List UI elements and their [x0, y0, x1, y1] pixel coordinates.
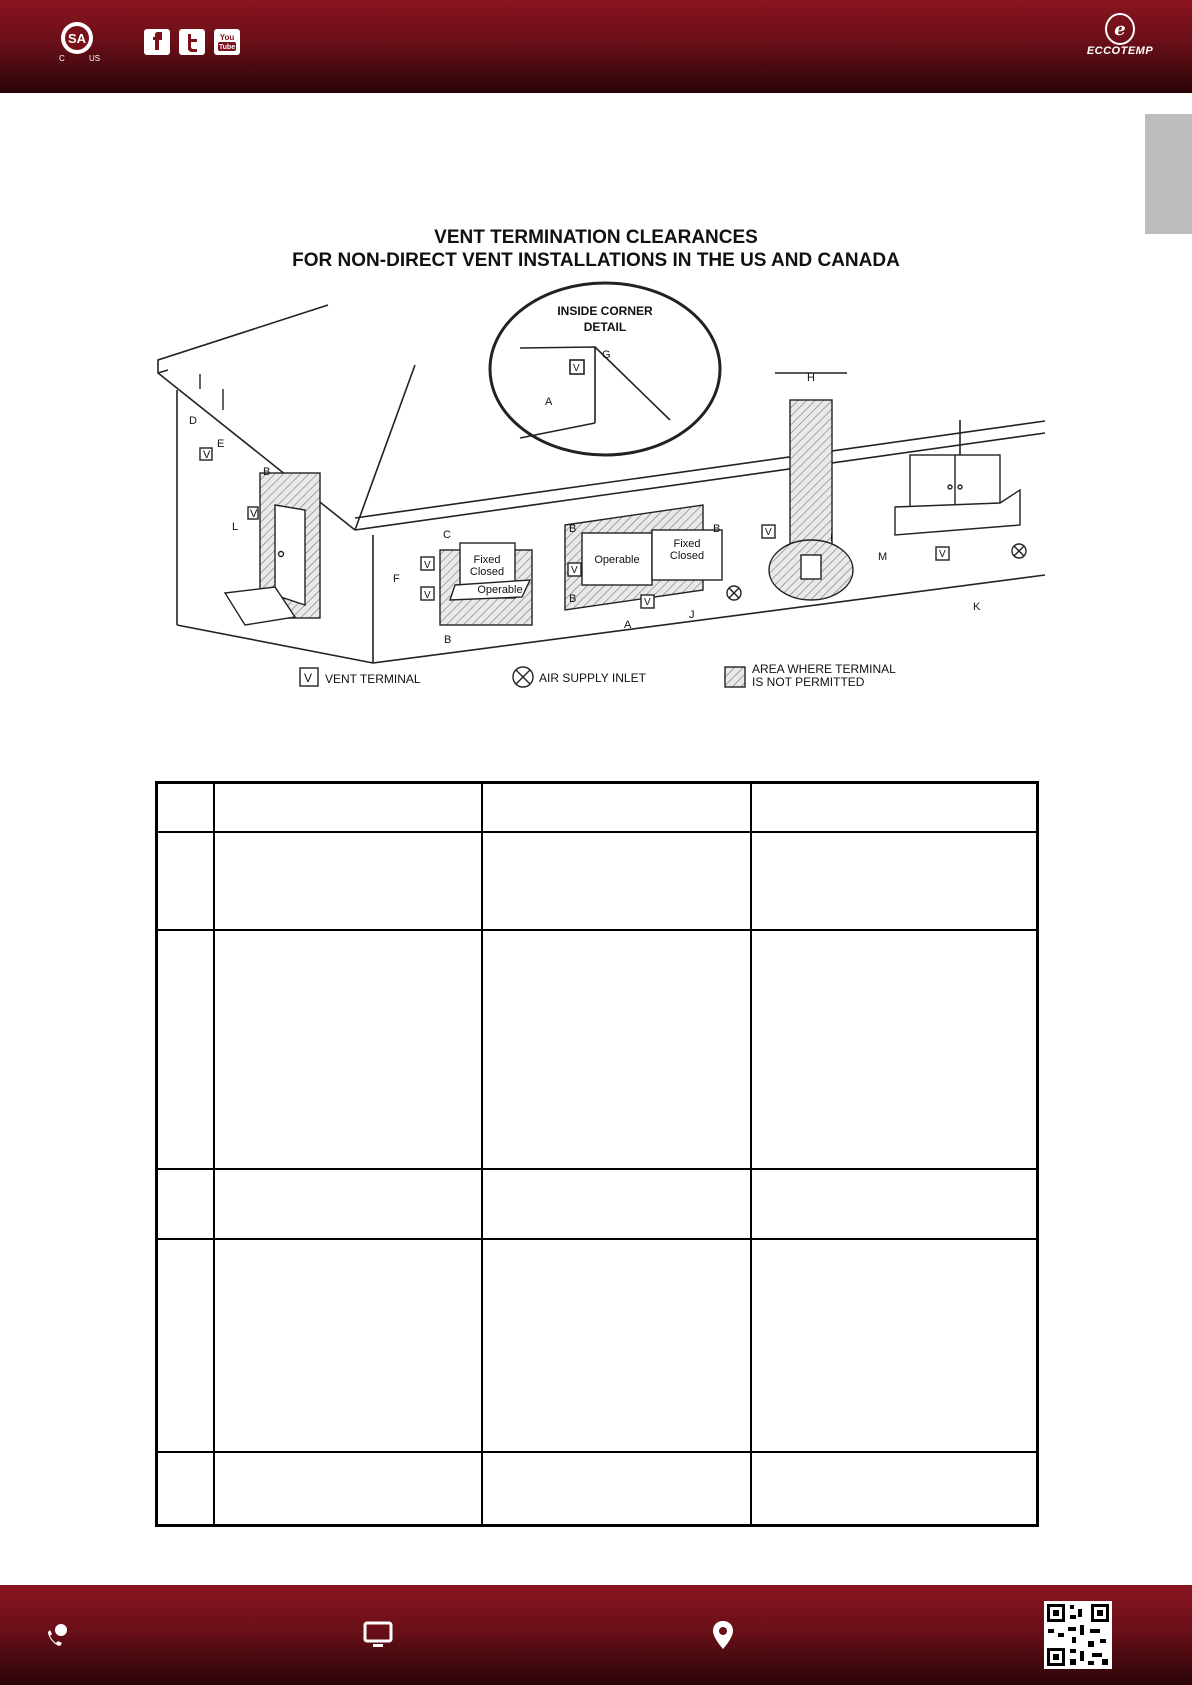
table-header-row: [157, 783, 1038, 832]
header-bar: [0, 0, 1192, 93]
table-row: [157, 1169, 1038, 1239]
table-cell: [214, 1169, 482, 1239]
vent-terminal-window-2: V: [424, 590, 431, 601]
table-header-cell: [214, 783, 482, 832]
left-window-closed: Closed: [469, 566, 505, 578]
table-cell: [482, 930, 751, 1169]
left-window-fixed: Fixed: [473, 554, 501, 566]
legend-vent-label: VENT TERMINAL: [325, 672, 421, 686]
cert-mark-left: C: [59, 54, 65, 63]
diagram-title-1: VENT TERMINATION CLEARANCES: [434, 227, 758, 248]
table-row: [157, 1239, 1038, 1452]
table-cell: [157, 832, 215, 930]
table-cell: [482, 1169, 751, 1239]
table-cell: [214, 1239, 482, 1452]
label-i: I: [830, 532, 834, 544]
label-c: C: [443, 529, 451, 541]
table-row: [157, 832, 1038, 930]
facebook-icon[interactable]: [144, 29, 170, 55]
label-b-right: B: [713, 523, 721, 535]
label-f: F: [393, 573, 400, 585]
table-header-cell: [157, 783, 215, 832]
table-cell: [751, 1169, 1037, 1239]
qr-code-icon[interactable]: [1044, 1601, 1112, 1669]
legend-vent-symbol: V: [304, 671, 313, 685]
vent-terminal-middle-2: V: [571, 565, 578, 576]
label-l: L: [232, 521, 239, 533]
svg-text:You: You: [219, 33, 235, 42]
table-cell: [751, 930, 1037, 1169]
side-tab[interactable]: [1145, 114, 1192, 234]
left-window-operable: Operable: [477, 584, 523, 596]
label-e: E: [217, 438, 225, 450]
vent-terminal-right: V: [939, 549, 946, 560]
table-cell: [751, 1452, 1037, 1526]
eccotemp-logo[interactable]: [1080, 12, 1160, 64]
label-a: A: [624, 619, 632, 631]
svg-text:Tube: Tube: [218, 44, 236, 51]
label-g: G: [602, 349, 611, 361]
label-d: D: [189, 415, 197, 427]
table-header-cell: [751, 783, 1037, 832]
vent-terminal-window-1: V: [424, 560, 431, 571]
middle-window-closed: Closed: [669, 550, 705, 562]
phone-icon[interactable]: [40, 1618, 74, 1652]
youtube-icon[interactable]: [214, 29, 240, 55]
csa-certification-logo: [56, 18, 106, 64]
table-cell: [214, 930, 482, 1169]
label-b-lower: B: [569, 593, 577, 605]
vent-terminal-left: V: [203, 449, 211, 461]
label-k: K: [973, 601, 981, 613]
middle-window-operable: Operable: [594, 554, 640, 566]
svg-text:SA: SA: [67, 31, 87, 46]
table-cell: [214, 832, 482, 930]
label-b-upper: B: [569, 523, 577, 535]
twitter-icon[interactable]: [179, 29, 205, 55]
table-row: [157, 1452, 1038, 1526]
middle-window-fixed: Fixed: [673, 538, 701, 550]
inset-title-2: DETAIL: [583, 320, 627, 334]
label-h: H: [807, 372, 815, 384]
table-header-cell: [482, 783, 751, 832]
vent-terminal-middle-3: V: [644, 597, 651, 608]
inset-title-1: INSIDE CORNER: [557, 304, 653, 318]
table-cell: [157, 1239, 215, 1452]
vent-terminal-middle-1: V: [765, 527, 772, 538]
label-a-inset: A: [545, 396, 553, 408]
table-cell: [751, 832, 1037, 930]
footer-bar: [0, 1585, 1192, 1685]
location-pin-icon[interactable]: [706, 1618, 740, 1652]
table-cell: [751, 1239, 1037, 1452]
table-cell: [482, 832, 751, 930]
brand-name: ECCOTEMP: [1086, 45, 1154, 57]
monitor-icon[interactable]: [361, 1618, 395, 1652]
legend-area-swatch: [725, 667, 745, 687]
table-cell: [157, 930, 215, 1169]
label-m: M: [878, 551, 888, 563]
table-row: [157, 930, 1038, 1169]
label-j: J: [689, 609, 695, 621]
vent-terminal-door: V: [250, 508, 258, 520]
legend-area-line2: IS NOT PERMITTED: [752, 675, 865, 689]
legend-area-line1: AREA WHERE TERMINAL: [752, 662, 896, 676]
diagram-title-2: FOR NON-DIRECT VENT INSTALLATIONS IN THE US AND CANADA: [292, 250, 900, 271]
table-cell: [157, 1452, 215, 1526]
clearance-table: [155, 781, 1039, 1527]
label-b-window: B: [444, 634, 452, 646]
vent-clearance-diagram: [150, 225, 1050, 705]
label-b-door: B: [263, 466, 271, 478]
table-cell: [482, 1452, 751, 1526]
table-cell: [157, 1169, 215, 1239]
svg-text:e: e: [1114, 19, 1126, 40]
eccotemp-emblem-icon: [1080, 12, 1160, 46]
table-cell: [214, 1452, 482, 1526]
table-cell: [482, 1239, 751, 1452]
cert-mark-right: US: [89, 54, 101, 63]
vent-terminal-inset: V: [573, 363, 580, 374]
legend-air-label: AIR SUPPLY INLET: [539, 671, 646, 685]
